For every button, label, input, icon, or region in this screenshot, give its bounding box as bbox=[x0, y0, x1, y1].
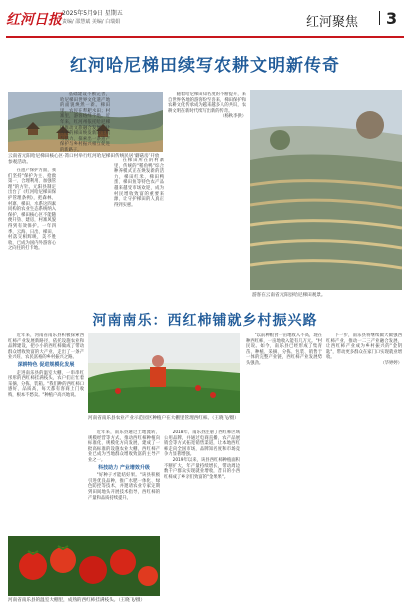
greenhouse-farmer-photo bbox=[88, 333, 240, 413]
article2-byline: （毕婷婷） bbox=[380, 360, 402, 366]
article2-subhead-2: 科技助力 产业增效升级 bbox=[98, 464, 150, 471]
article2-caption-top bbox=[88, 416, 240, 422]
article1-byline: （杨秋李供） bbox=[220, 114, 246, 120]
article1-col4 bbox=[168, 92, 246, 302]
article2-col2-text: 近年来，南乐县通过土地流转、规模经营等方式，推动西红柿种植向标准化、规模化方向发展，建成了一批高标准的设施农业大棚，西红柿产业已成为当地群众增收致富的主导产业之一。 bbox=[88, 430, 160, 463]
tomatoes-photo bbox=[8, 536, 160, 596]
article2-col2 bbox=[88, 430, 160, 530]
article2-col4 bbox=[246, 333, 322, 605]
article2-col5-text: 下一步，南乐县将继续做大做强西红柿产业，推动一二三产业融合发展，让西红柿产业成为乡村振兴的"金钥匙"，带动更多群众在家门口实现就业增收。 bbox=[326, 333, 402, 361]
article2-col3b-text: 2019年以来，该县西红柿种植面积不断扩大，年产量持续增长，带动周边数千户群众实现就业增收，昔日的小西红柿成了乡亲们致富的"金果果"。 bbox=[164, 457, 240, 480]
article1-col2 bbox=[60, 92, 110, 308]
terrace-landscape-photo bbox=[250, 90, 402, 290]
article1-headline: 红河哈尼梯田续写农耕文明新传奇 bbox=[70, 56, 340, 76]
issue-staff: 责编/ 邵慧斌 美编/ 白瑞娟 bbox=[62, 19, 121, 25]
article2-caption-bottom-text: 河南省南乐县的温室大棚里，成熟的西红柿挂满枝头。 bbox=[8, 598, 119, 603]
article2-col5 bbox=[326, 333, 402, 605]
page-number: 3 bbox=[386, 9, 398, 28]
article2-subhead-1: 深耕特色 促进规模化发展 bbox=[17, 361, 75, 368]
article2-col1 bbox=[8, 333, 84, 531]
article1-col3 bbox=[114, 158, 164, 308]
article2-headline: 河南南乐：西红柿铺就乡村振兴路 bbox=[92, 313, 318, 329]
article1-col2-text: 基础建设不断完善，哈尼梯田世界文化遗产地的面貌焕然一新。梯田里，农民在犁耙水田；村寨里，游客络绎不绝。近年来，红河州依托哈尼梯田推动文旅融合发展，让古老的梯田焕发新的生机与活力，探索出一条遗产保护与乡村振兴相互促进的新路子。 bbox=[60, 92, 110, 153]
section-title: 红河聚焦 bbox=[306, 15, 359, 30]
article1-col1 bbox=[8, 168, 56, 308]
masthead-rule bbox=[6, 36, 404, 38]
article1-col3-text: 在梯田所在的村寨里，传统的"稻鱼鸭"综合种养模式正在焕发新的活力，梯田红米、梯田鸭蛋、梯田鱼等特色农产品越来越受市场欢迎，成为村民增收致富的重要来源，让守护梯田的人真正得到实惠。 bbox=[114, 158, 164, 208]
article1-col1-text: 在遗产保护方面，我们坚持"保护为主、抢救第一、合理利用、加强管理"的方针。元阳县制定出台了《红河哈尼梯田保护管理条例》，把森林、村寨、梯田、水系这四素同构的农业生态系统纳入保护，梯田核心区不能随便开垦、建房，村寨风貌得到有效保护。一年四季，云海、日出、梯田、村落交相辉映，美不胜收，已成为国内外游客心之向往的打卡地。 bbox=[8, 168, 56, 252]
masthead bbox=[0, 0, 410, 36]
article2-col2b-text: "好种子才能结好果。"该县积极引进优良品种，推广水肥一体化、绿色防控等技术，并邀请农业专家定期到田间地头开展技术指导，西红柿的产量和品质持续提升。 bbox=[88, 473, 160, 501]
article2-caption-top-text: 河南省南乐县农业产业示范园区种植户在大棚里管理西红柿。 bbox=[88, 416, 213, 421]
article2-caption-bottom bbox=[8, 598, 160, 604]
issue-date: 2025年5月9日 星期五 bbox=[62, 10, 123, 17]
article1-col4-text: 随着哈尼梯田知名度的不断提升，来自世界各地的游客纷至沓来，梯田保护和农耕文化传承成为越来越多人的共识，农耕文明在新时代续写出新的传奇。 bbox=[168, 92, 246, 114]
section-divider bbox=[379, 11, 380, 25]
article2-caption-top-credit: （王晓飞/摄） bbox=[212, 416, 239, 421]
greenhouse-farmer-illustration bbox=[88, 333, 240, 413]
article2-col3-text: 2018年，南乐县注册了西红柿区域公用品牌，并通过电商直播、农产品展销会等方式拓宽销售渠道，让本地西红柿走向全国市场，品牌知名度和市场竞争力显著增强。 bbox=[164, 430, 240, 458]
article2-col1-text: 近年来，河南省南乐县积极探索西红柿产业发展新路径，依托设施农业和品牌建设，把小小的西红柿做成了带动群众增收致富的大产业，走出了一条产业兴旺、农民富裕的乡村振兴之路。 bbox=[8, 333, 84, 361]
terrace-landscape-illustration bbox=[250, 90, 402, 290]
article2-col3 bbox=[164, 430, 240, 600]
article2-caption-bottom-credit: （王晓飞/摄） bbox=[118, 598, 146, 603]
article1-caption-left: 云南省元阳哈尼梯田核心区·箐口村举行红河哈尼梯田传统民居‘蘑菇房’开放参观活动。 bbox=[8, 154, 160, 165]
article2-col1b-text: 走进南乐县的温室大棚，一串串红彤彤的西红柿挂满枝头，农户们正忙着采摘、分拣、装箱。"我们种的西红柿口感好、品质高，每天都有客商上门收购，根本不愁卖。"种植户高兴地说。 bbox=[8, 370, 84, 398]
newspaper-logo: 红河日报 bbox=[6, 12, 62, 28]
tomatoes-illustration bbox=[8, 536, 160, 596]
article1-caption-right: 游客在云南省元阳县哈尼梯田观景。 bbox=[252, 293, 326, 298]
article2-col4-text: "以前种粮食一亩地收入不高，现在种西红柿，一亩地收入能有几万元。"村民说。如今，南乐县已经形成了集育苗、种植、采摘、分拣、包装、销售于一体的完整产业链，西红柿产业发展势头强劲。 bbox=[246, 333, 322, 366]
